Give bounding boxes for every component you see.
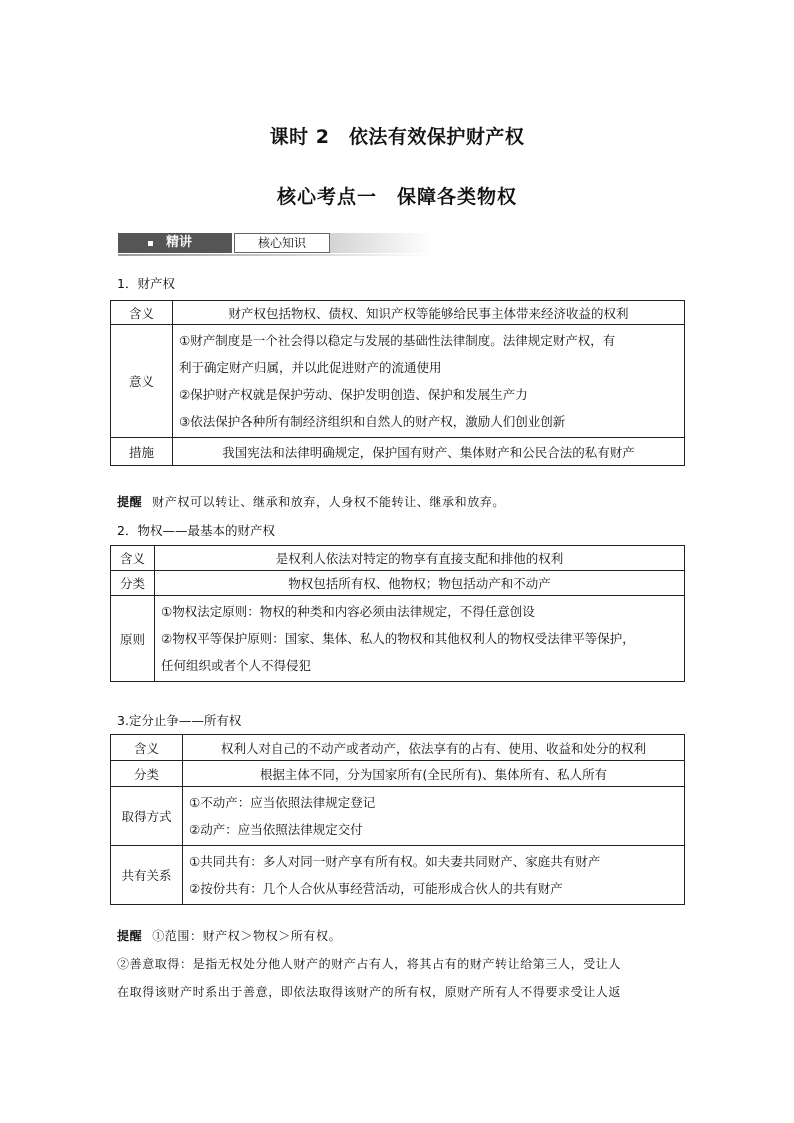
content-line: ③依法保护各种所有制经济组织和自然人的财产权，激励人们创业创新 [179, 414, 566, 429]
row-content: 根据主体不同，分为国家所有(全民所有)、集体所有、私人所有 [183, 761, 685, 787]
row-label: 分类 [111, 571, 155, 596]
row-content: 是权利人依法对特定的物享有直接支配和排他的权利 [155, 546, 685, 571]
tip-label: 提醒 [117, 495, 143, 509]
content-line: ②按份共有：几个人合伙从事经营活动，可能形成合伙人的共有财产 [189, 881, 563, 896]
ownership-table [110, 734, 685, 905]
content-line: ①财产制度是一个社会得以稳定与发展的基础性法律制度。法律规定财产权，有 [179, 333, 616, 348]
content-line: ②物权平等保护原则：国家、集体、私人的物权和其他权利人的物权受法律平等保护， [161, 631, 635, 646]
tip-2 [117, 922, 687, 1006]
section-banner [118, 232, 433, 256]
section3-heading: 3.定分止争——所有权 [117, 713, 242, 728]
tip-line: ②善意取得：是指无权处分他人财产的财产占有人，将其占有的财产转让给第三人，受让人 [117, 957, 622, 971]
banner-gradient [330, 233, 433, 253]
row-label: 含义 [111, 546, 155, 571]
row-content: 财产权包括物权、债权、知识产权等能够给民事主体带来经济收益的权利 [173, 301, 685, 325]
content-line: ①不动产：应当依照法律规定登记 [189, 795, 376, 810]
table-row [111, 761, 685, 787]
tip-line: 在取得该财产时系出于善意，即依法取得该财产的所有权，原财产所有人不得要求受让人返 [117, 985, 622, 999]
content-line: 任何组织或者个人不得侵犯 [161, 658, 312, 673]
row-content: 物权包括所有权、他物权；物包括动产和不动产 [155, 571, 685, 596]
real-right-table [110, 545, 685, 682]
table-row [111, 787, 685, 846]
row-label: 原则 [111, 596, 155, 682]
content-line: ①物权法定原则：物权的种类和内容必须由法律规定，不得任意创设 [161, 604, 535, 619]
content-line: ①共同共有：多人对同一财产享有所有权。如夫妻共同财产、家庭共有财产 [189, 854, 601, 869]
property-right-table [110, 300, 685, 466]
row-content [155, 596, 685, 682]
content-line: ②保护财产权就是保护劳动、保护发明创造、保护和发展生产力 [179, 387, 528, 402]
table-row [111, 438, 685, 466]
banner-label: 精讲 [166, 235, 193, 250]
row-content: 我国宪法和法律明确规定，保护国有财产、集体财产和公民合法的私有财产 [173, 438, 685, 466]
tip-text: 财产权可以转让、继承和放弃，人身权不能转让、继承和放弃。 [152, 495, 506, 509]
table-row [111, 846, 685, 905]
row-content [183, 846, 685, 905]
table-row [111, 546, 685, 571]
row-label: 取得方式 [111, 787, 183, 846]
section2-heading: 2．物权——最基本的财产权 [117, 523, 275, 538]
row-label: 意义 [111, 325, 173, 438]
lesson-title: 课时 2 依法有效保护财产权 [269, 126, 525, 148]
core-point-title: 核心考点一 保障各类物权 [276, 186, 517, 208]
table-row [111, 596, 685, 682]
table-row [111, 571, 685, 596]
content-line: ②动产：应当依照法律规定交付 [189, 822, 363, 837]
row-label: 措施 [111, 438, 173, 466]
square-bullet-icon [148, 241, 153, 246]
row-label: 含义 [111, 301, 173, 325]
table-row [111, 735, 685, 761]
table-row [111, 325, 685, 438]
row-content: 权利人对自己的不动产或者动产，依法享有的占有、使用、收益和处分的权利 [183, 735, 685, 761]
content-line: 利于确定财产归属，并以此促进财产的流通使用 [179, 360, 442, 375]
row-content [173, 325, 685, 438]
tip-label: 提醒 [117, 929, 143, 943]
table-row [111, 301, 685, 325]
banner-tag: 核心知识 [234, 233, 330, 253]
row-label: 共有关系 [111, 846, 183, 905]
row-content [183, 787, 685, 846]
tip-text: ①范围：财产权＞物权＞所有权。 [152, 929, 342, 943]
tip-1 [117, 493, 505, 510]
row-label: 分类 [111, 761, 183, 787]
tip-line [117, 922, 687, 950]
banner-underline [118, 254, 433, 256]
row-label: 含义 [111, 735, 183, 761]
banner-label-block [118, 233, 232, 253]
section1-heading: 1．财产权 [117, 276, 175, 291]
